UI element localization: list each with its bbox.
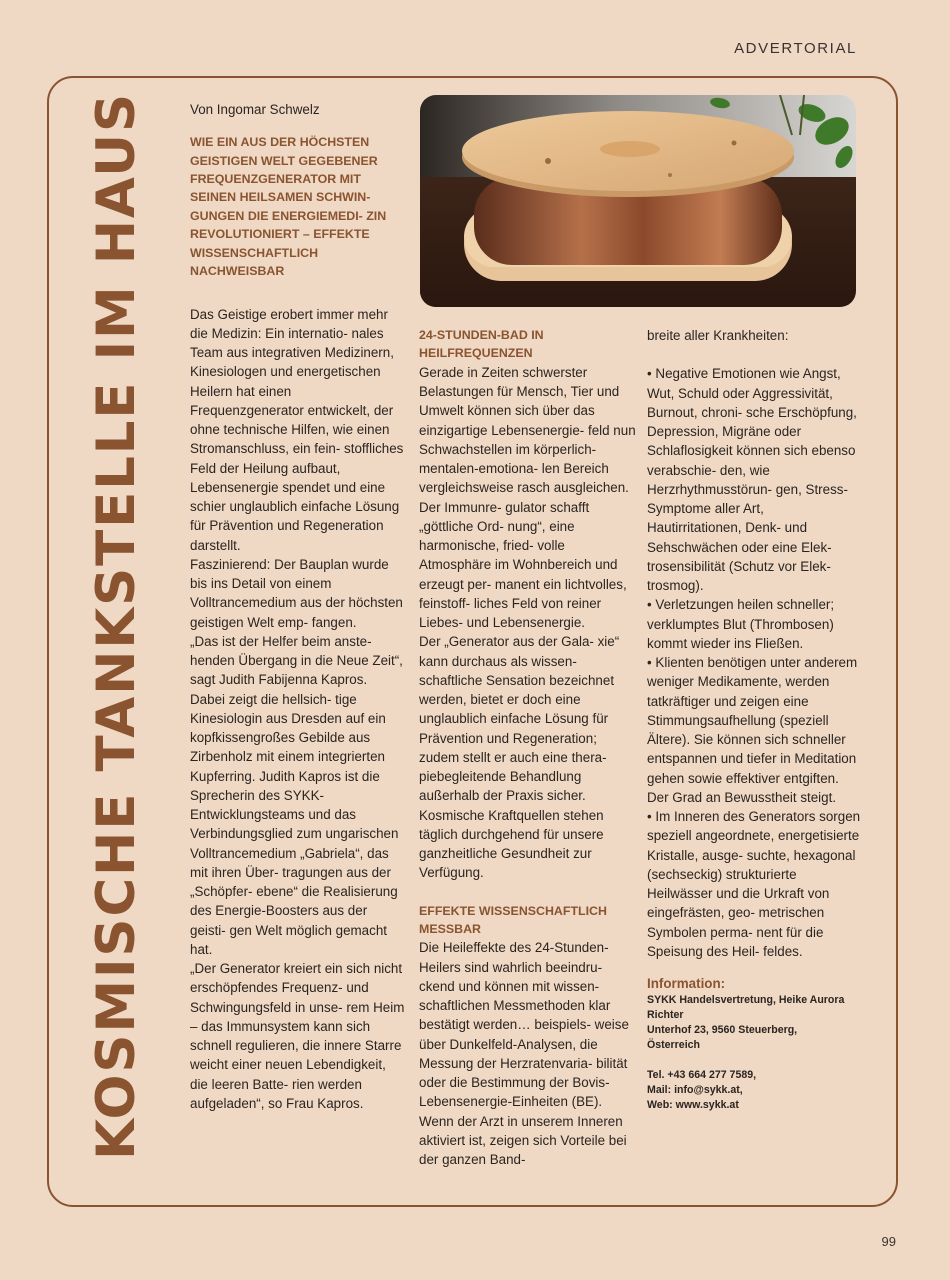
col2-paragraph-3: Die Heileffekte des 24-Stunden- Heilers sind wahrlich beeindru- ckend und können mit wissen- schaftlichen Messmethoden klar bestätigt werden… beispiels- weise über Dunkelfeld-Analysen, die Messung der Herzratenvaria- bilität oder die Bestimmung der Bovis-Lebensenergie-Einheiten (BE). Wenn der Arzt in unserem Inneren aktiviert ist, zeigen sich Vorteile bei der ganzen Band- (419, 940, 629, 1168)
col1-paragraph-2: Faszinierend: Der Bauplan wurde bis ins Detail von einem Volltrancemedium aus der höchsten geistigen Welt emp- fangen. (190, 556, 403, 630)
lead-paragraph: WIE EIN AUS DER HÖCHSTEN GEISTIGEN WELT GEGEBENER FREQUENZGENERATOR MIT SEINEN HEILSAMEN SCHWIN- GUNGEN DIE ENERGIEMEDI- ZIN REVOLUTIONIERT – EFFEKTE WISSENSCHAFTLICH NACHWEISBAR (190, 135, 387, 279)
page-number: 99 (881, 1234, 896, 1249)
contact-mail[interactable]: Mail: info@sykk.at, (647, 1084, 743, 1096)
info-heading: Information: (647, 976, 726, 991)
section-heading-24h: 24-STUNDEN-BAD IN HEILFREQUENZEN (419, 328, 544, 361)
bullet-item: • Verletzungen heilen schneller; verklumptes Blut (Thrombosen) kommt wieder ins Fließen. (647, 597, 835, 651)
contact-tel: Tel. +43 664 277 7589, (647, 1069, 757, 1081)
col1-paragraph-4: „Der Generator kreiert ein sich nicht erschöpfendes Frequenz- und Schwingungsfeld in unse- rem Heim – das Immunsystem kann sich schnell regulieren, die innere Starre weicht einer neuen Lebendigkeit, die leeren Batte- rien werden aufgeladen“, so Frau Kapros. (190, 961, 405, 1111)
column-1 (190, 100, 405, 1113)
generator-photo-image (420, 95, 856, 307)
contact-address-2: Österreich (647, 1039, 700, 1051)
col1-paragraph-1: Das Geistige erobert immer mehr die Medizin: Ein internatio- nales Team aus integrativen Medizinern, Kinesiologen und energetischen Heilern hat einen Frequenzgenerator entwickelt, der ohne technische Hilfen, wie einen Stromanschluss, ein fein- stoffliches Feld der Heilung aufbaut, Lebensenergie spendet und eine schier unglaublich einfache Lösung für Prävention und Regeneration darstellt. (190, 306, 404, 553)
contact-company: SYKK Handelsvertretung, Heike Aurora Richter (647, 994, 845, 1021)
bullet-item: • Im Inneren des Generators sorgen speziell angeordnete, energetisierte Kristalle, ausge- suchte, hexagonal (sechseckig) strukturierte Heilwässer und die Urkraft von eingefrästen, geo- metrischen Symbolen perma- nent für die Speisung des Heil- feldes. (647, 809, 861, 959)
advertorial-label: ADVERTORIAL (734, 40, 857, 57)
generator-photo (420, 95, 856, 307)
spacer (647, 1053, 862, 1068)
contact-web[interactable]: Web: www.sykk.at (647, 1099, 739, 1111)
bullet-item: • Negative Emotionen wie Angst, Wut, Schuld oder Aggressivität, Burnout, chroni- sche Erschöpfung, Depression, Migräne oder Schlaflosigkeit können sich ebenso verabschie- den, wie Herzrhythmusstörun- gen, Stress-Symptome aller Art, Hautirritationen, Denk- und Sehschwächen oder eine Elek- trosensibilität (Schutz vor Elek- trosmog). (647, 366, 857, 593)
byline: Von Ingomar Schwelz (190, 102, 320, 117)
column-2 (419, 326, 637, 1169)
col3-paragraph-1: breite aller Krankheiten: (647, 328, 789, 343)
contact-address-1: Unterhof 23, 9560 Steuerberg, (647, 1024, 798, 1036)
contact-info (647, 993, 862, 1113)
spacer (419, 883, 637, 902)
section-heading-effects: EFFEKTE WISSENSCHAFTLICH MESSBAR (419, 903, 607, 936)
col2-paragraph-1: Gerade in Zeiten schwerster Belastungen für Mensch, Tier und Umwelt können sich über das einzigartige Lebensenergie- feld nun Schwachstellen im körperlich-mentalen-emotiona- len Bereich vergleichsweise rasch ausgleichen. Der Immunre- gulator schafft „göttliche Ord- nung“, eine harmonische, fried- volle Atmosphäre im Wohnbereich und erzeugt per- manent ein lichtvolles, feinstoff- liches Feld von reiner Liebes- und Lebensenergie. (419, 364, 636, 631)
spacer (647, 345, 862, 364)
column-3 (647, 326, 862, 1113)
col1-paragraph-3: „Das ist der Helfer beim anste- henden Übergang in die Neue Zeit“, sagt Judith Fabijenna Kapros. Dabei zeigt die hellsich- tige Kinesiologin aus Dresden auf ein kopfkissengroßes Gebilde aus Zirbenholz mit einem integrierten Kupferring. Judith Kapros ist die Sprecherin des SYKK-Entwicklungsteams und das Verbindungsglied zum ungarischen Volltrancemedium „Gabriela“, das mit ihren Über- tragungen aus der „Schöpfer- ebene“ die Realisierung des Energie-Boosters aus der geisti- gen Welt möglich gemacht hat. (190, 633, 403, 957)
col2-paragraph-2: Der „Generator aus der Gala- xie“ kann durchaus als wissen- schaftliche Sensation bezeichnet werden, bietet er doch eine unglaublich einfache Lösung für Prävention und Regeneration; zudem stellt er auch eine thera- piebegleitende Behandlung außerhalb der Praxis sicher. Kosmische Kraftquellen stehen täglich durchgehend für unsere ganzheitliche Gesundheit zur Verfügung. (419, 634, 620, 881)
article-title: KOSMISCHE TANKSTELLE IM HAUS (86, 92, 147, 1160)
bullet-item: • Klienten benötigen unter anderem weniger Medikamente, werden tatkräftiger und zeigen eine Stimmungsaufhellung (speziell Ältere). Sie können sich schneller entspannen und tiefer in Meditation gehen sowie effektiver entgiften. Der Grad an Bewusstheit steigt. (647, 655, 858, 805)
